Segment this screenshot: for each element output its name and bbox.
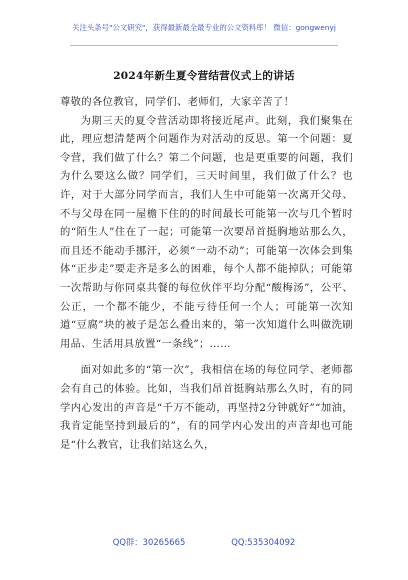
- body-paragraph-2: 面对如此多的“第一次”，我相信在场的每位同学、老师都会有自己的体验。比如，当我们昂首挺胸站那么久时，有的同学内心发出的声音是“千万不能动，再坚持2分钟就好”“加油，我肯定能坚持到最后的”，有的同学内心发出的声音却也可能是“什么教官，让我们站这么久，: [60, 364, 353, 451]
- header-divider: [70, 45, 338, 46]
- document-title: 2024年新生夏令营结营仪式上的讲话: [113, 70, 295, 82]
- footer-qq: QQ:535304092: [231, 537, 296, 547]
- footer-contact: [0, 536, 408, 548]
- footer-qq-group: QQ群：30265665: [112, 537, 186, 547]
- document-body: [60, 93, 353, 454]
- salutation-paragraph: 尊敬的各位教官，同学们、老师们，大家辛苦了！: [60, 96, 295, 108]
- header-banner: 关注头条号"公文研究"，获得最新最全最专业的公文资料库！ 微信：gongwenyj: [72, 23, 336, 32]
- body-paragraph-1: 为期三天的夏令营活动即将接近尾声。此刻，我们聚集在此，理应想清楚两个问题作为对活动的反思。第一个问题：夏令营，我们做了什么？第二个问题，也是更重要的问题，我们为什么要这么做？同学们，三天时间里，我们做了什么？也许，对于大部分同学而言，我们人生中可能第一次离开父母、不与父母在同一屋檐下住的的时间最长可能第一次与几个暂时的“陌生人”住在了一起；可能第一次要昂首挺胸地站那么久，而且还不能动手挪汗，必须“一动不动”；可能第一次体会到集体“正步走”要走齐是多么的困难，每个人都不能掉队；可能第一次帮助与你同桌共餐的每位伙伴平均分配“酸梅汤”，公平、公正，一个都不能少，不能亏待任何一个人；可能第一次知道“豆腐”块的被子是怎么叠出来的，第一次知道什么叫做洗刷用品、生活用具放置“一条线”；……: [60, 114, 353, 350]
